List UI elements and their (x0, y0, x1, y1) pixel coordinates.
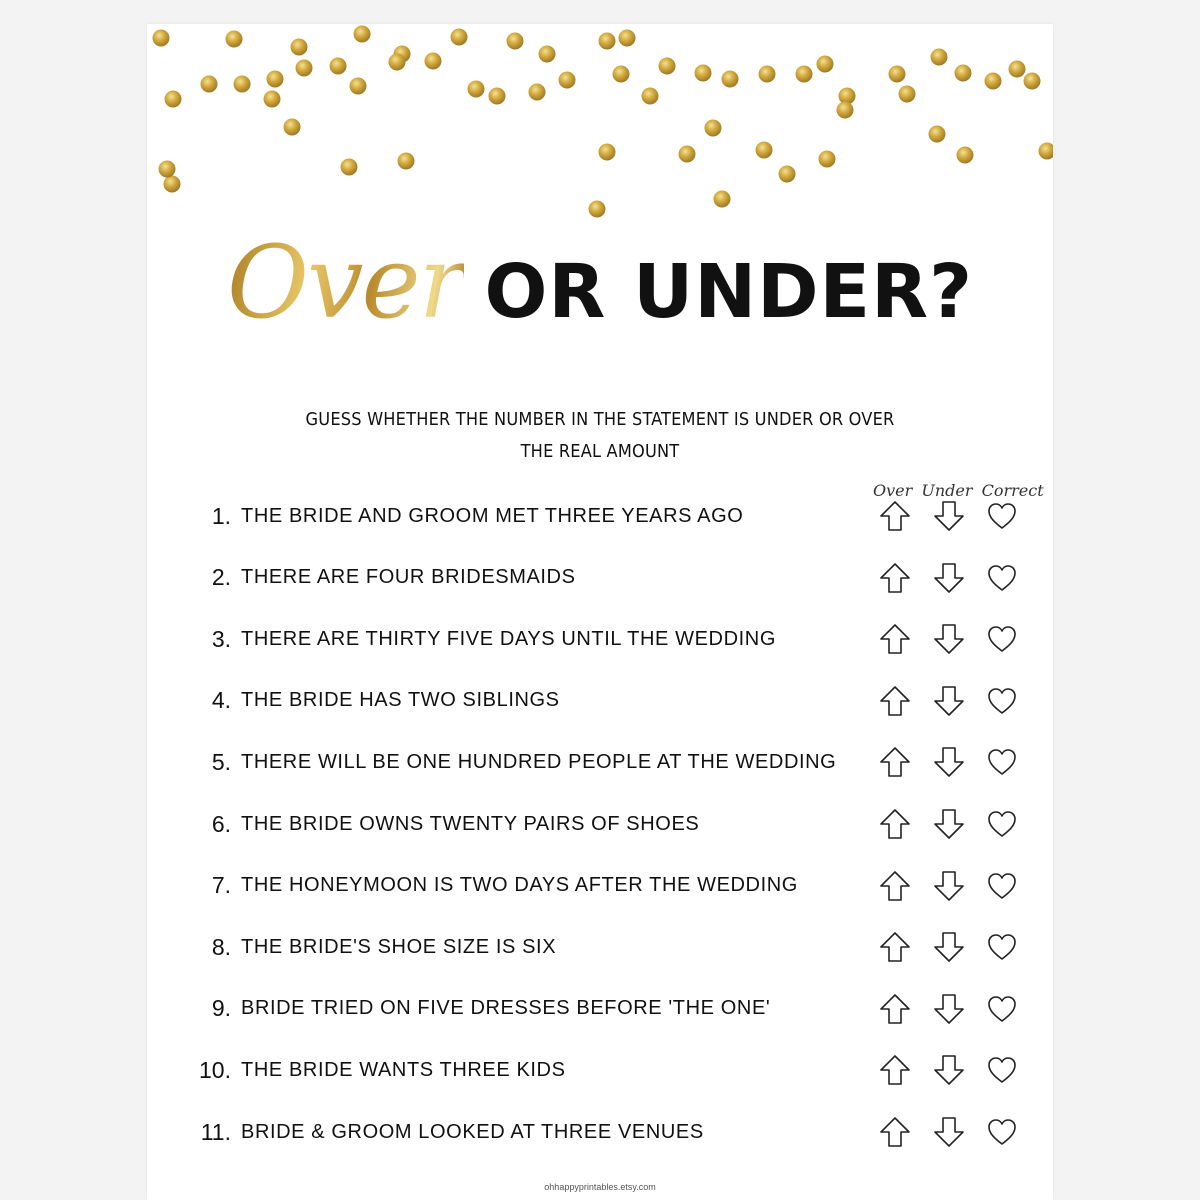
confetti-dot (819, 151, 836, 168)
heart-icon[interactable] (984, 621, 1020, 657)
question-row (197, 558, 1017, 598)
up-arrow-icon[interactable] (877, 1114, 913, 1150)
title-or-under: OR UNDER? (484, 249, 974, 335)
heart-icon[interactable] (984, 498, 1020, 534)
confetti-dot (425, 53, 442, 70)
confetti-dot (817, 56, 834, 73)
instructions-line-1: GUESS WHETHER THE NUMBER IN THE STATEMENT IS UNDER OR OVER (305, 409, 895, 430)
confetti-dot (398, 153, 415, 170)
answer-choices (877, 991, 1047, 1027)
confetti-dot (955, 65, 972, 82)
question-row (197, 619, 1017, 659)
question-statement: THERE WILL BE ONE HUNDRED PEOPLE AT THE WEDDING (241, 750, 837, 773)
confetti-dot (539, 46, 556, 63)
down-arrow-icon[interactable] (931, 560, 967, 596)
confetti-dot (756, 142, 773, 159)
confetti-dot (284, 119, 301, 136)
question-statement: THE BRIDE WANTS THREE KIDS (241, 1058, 566, 1081)
confetti-dot (164, 176, 181, 193)
question-number: 8. (211, 933, 231, 960)
confetti-dot (619, 30, 636, 47)
confetti-dot (759, 66, 776, 83)
answer-choices (877, 744, 1047, 780)
down-arrow-icon[interactable] (931, 868, 967, 904)
confetti-dot (234, 76, 251, 93)
up-arrow-icon[interactable] (877, 991, 913, 1027)
question-statement: THE BRIDE HAS TWO SIBLINGS (241, 689, 560, 712)
confetti-dot (929, 126, 946, 143)
confetti-dot (1009, 61, 1026, 78)
question-row (197, 989, 1017, 1029)
confetti-dot (714, 191, 731, 208)
answer-choices (877, 560, 1047, 596)
confetti-dot (201, 76, 218, 93)
question-row (197, 927, 1017, 967)
down-arrow-icon[interactable] (931, 1052, 967, 1088)
confetti-dot (679, 146, 696, 163)
heart-icon[interactable] (984, 560, 1020, 596)
confetti-dot (507, 33, 524, 50)
confetti-dot (931, 49, 948, 66)
question-statement: THE HONEYMOON IS TWO DAYS AFTER THE WEDDING (241, 874, 798, 897)
question-number: 10. (199, 1056, 231, 1083)
confetti-dot (165, 91, 182, 108)
confetti-dot (642, 88, 659, 105)
confetti-dot (779, 166, 796, 183)
page-title (147, 224, 1053, 341)
instructions-line-2: THE REAL AMOUNT (520, 441, 680, 462)
heart-icon[interactable] (984, 1114, 1020, 1150)
down-arrow-icon[interactable] (931, 929, 967, 965)
confetti-dot (468, 81, 485, 98)
question-number: 6. (211, 810, 231, 837)
confetti-dot (559, 72, 576, 89)
column-header-over: Over (873, 481, 913, 500)
confetti-dot (389, 54, 406, 71)
confetti-dot (985, 73, 1002, 90)
question-number: 3. (211, 625, 231, 652)
confetti-dot (529, 84, 546, 101)
up-arrow-icon[interactable] (877, 560, 913, 596)
heart-icon[interactable] (984, 868, 1020, 904)
up-arrow-icon[interactable] (877, 683, 913, 719)
confetti-dot (350, 78, 367, 95)
confetti-dot (695, 65, 712, 82)
up-arrow-icon[interactable] (877, 929, 913, 965)
game-sheet (147, 24, 1053, 1200)
question-number: 4. (211, 687, 231, 714)
answer-choices (877, 806, 1047, 842)
confetti-dot (599, 144, 616, 161)
confetti-dot (330, 58, 347, 75)
question-number: 5. (211, 748, 231, 775)
question-number: 2. (211, 564, 231, 591)
up-arrow-icon[interactable] (877, 621, 913, 657)
confetti-dot (705, 120, 722, 137)
confetti-dot (267, 71, 284, 88)
title-over-word: Over (226, 224, 465, 341)
question-row (197, 496, 1017, 536)
down-arrow-icon[interactable] (931, 621, 967, 657)
question-statement: THE BRIDE'S SHOE SIZE IS SIX (241, 935, 557, 958)
confetti-dot (889, 66, 906, 83)
answer-choices (877, 929, 1047, 965)
confetti-dot (296, 60, 313, 77)
question-number: 7. (211, 872, 231, 899)
heart-icon[interactable] (984, 929, 1020, 965)
down-arrow-icon[interactable] (931, 744, 967, 780)
question-row (197, 1112, 1017, 1152)
question-statement: BRIDE TRIED ON FIVE DRESSES BEFORE 'THE ONE' (241, 997, 771, 1020)
heart-icon[interactable] (984, 991, 1020, 1027)
question-number: 1. (211, 502, 231, 529)
confetti-dot (1039, 143, 1054, 160)
confetti-dot (722, 71, 739, 88)
down-arrow-icon[interactable] (931, 498, 967, 534)
confetti-dot (899, 86, 916, 103)
down-arrow-icon[interactable] (931, 1114, 967, 1150)
answer-choices (877, 1052, 1047, 1088)
answer-choices (877, 498, 1047, 534)
confetti-dot (226, 31, 243, 48)
heart-icon[interactable] (984, 744, 1020, 780)
question-statement: THERE ARE THIRTY FIVE DAYS UNTIL THE WEDDING (241, 627, 777, 650)
confetti-dot (659, 58, 676, 75)
up-arrow-icon[interactable] (877, 868, 913, 904)
confetti-dot (159, 161, 176, 178)
confetti-dot (489, 88, 506, 105)
up-arrow-icon[interactable] (877, 498, 913, 534)
column-header-correct: Correct (981, 481, 1044, 500)
confetti-dot (613, 66, 630, 83)
confetti-dot (291, 39, 308, 56)
down-arrow-icon[interactable] (931, 683, 967, 719)
down-arrow-icon[interactable] (931, 991, 967, 1027)
question-statement: BRIDE & GROOM LOOKED AT THREE VENUES (241, 1120, 704, 1143)
confetti-dot (341, 159, 358, 176)
heart-icon[interactable] (984, 806, 1020, 842)
question-statement: THERE ARE FOUR BRIDESMAIDS (241, 566, 576, 589)
answer-choices (877, 683, 1047, 719)
question-statement: THE BRIDE AND GROOM MET THREE YEARS AGO (241, 504, 744, 527)
confetti-dot (264, 91, 281, 108)
confetti-dot (837, 102, 854, 119)
question-row (197, 866, 1017, 906)
confetti-dot (1024, 73, 1041, 90)
heart-icon[interactable] (984, 1052, 1020, 1088)
question-number: 9. (211, 995, 231, 1022)
confetti-dot (354, 26, 371, 43)
answer-choices (877, 1114, 1047, 1150)
footer-credit: ohhappyprintables.etsy.com (544, 1182, 656, 1192)
confetti-dot (451, 29, 468, 46)
question-row (197, 681, 1017, 721)
confetti-dot (599, 33, 616, 50)
up-arrow-icon[interactable] (877, 806, 913, 842)
up-arrow-icon[interactable] (877, 744, 913, 780)
heart-icon[interactable] (984, 683, 1020, 719)
confetti-dot (796, 66, 813, 83)
answer-choices (877, 868, 1047, 904)
question-row (197, 1050, 1017, 1090)
confetti-dot (153, 30, 170, 47)
down-arrow-icon[interactable] (931, 806, 967, 842)
confetti-dot (589, 201, 606, 218)
question-row (197, 804, 1017, 844)
instructions (297, 404, 903, 468)
column-header-under: Under (921, 481, 973, 500)
up-arrow-icon[interactable] (877, 1052, 913, 1088)
question-statement: THE BRIDE OWNS TWENTY PAIRS OF SHOES (241, 812, 700, 835)
question-row (197, 742, 1017, 782)
confetti-dot (957, 147, 974, 164)
answer-choices (877, 621, 1047, 657)
question-number: 11. (200, 1118, 231, 1145)
